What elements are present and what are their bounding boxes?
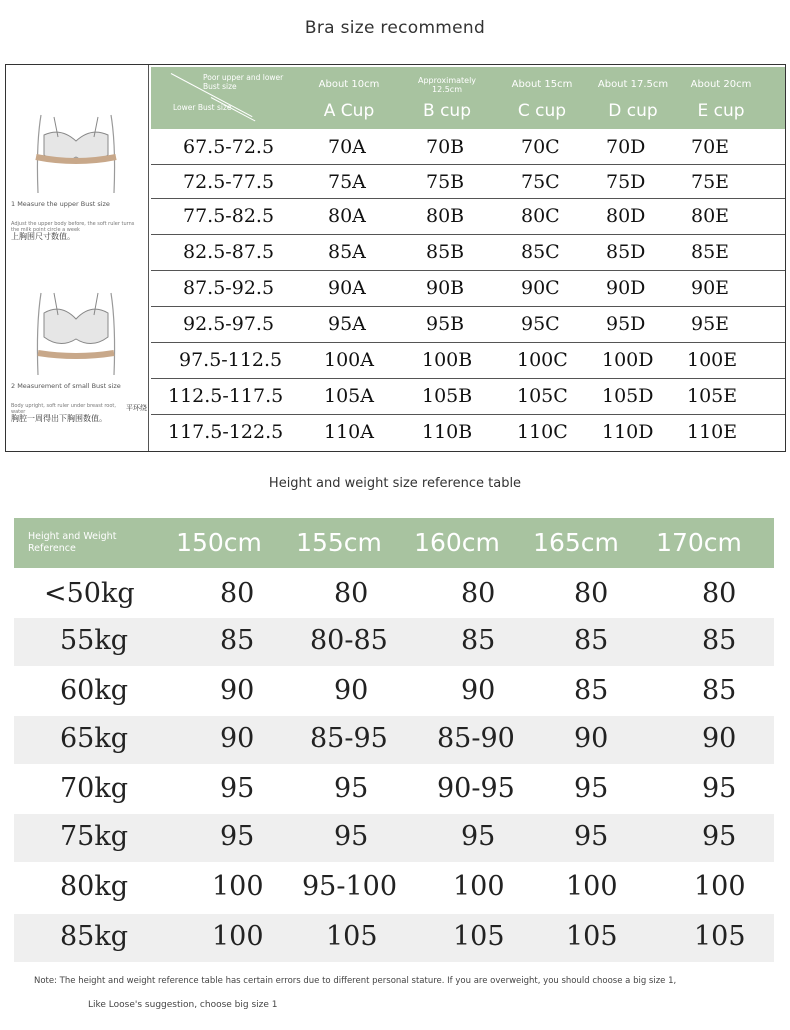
size-cell: 90D [606,277,646,299]
band-size-cell: 95 [220,773,255,804]
band-size-cell: 105 [566,921,618,952]
band-size-cell: 105 [326,921,378,952]
table-row [14,668,774,716]
table-row [14,716,774,764]
band-size-cell: 95 [334,821,369,852]
bra-size-table [5,64,786,452]
size-cell: 110D [602,421,654,443]
bust-range-cell: 82.5-87.5 [183,241,275,263]
weight-cell: <50kg [44,578,135,609]
size-cell: 85E [691,241,730,263]
size-cell: 105D [602,385,654,407]
band-size-cell: 90 [461,675,496,706]
step2-detail: Body upright, soft ruler under breast root, water [11,403,116,415]
size-cell: 85B [426,241,465,263]
cup-label: E cup [697,101,745,121]
size-cell: 85C [521,241,560,263]
bust-range-cell: 92.5-97.5 [183,313,275,335]
cup-sub-label: About 17.5cm [597,79,669,90]
band-size-cell: 95 [334,773,369,804]
size-cell: 105E [687,385,738,407]
band-size-cell: 100 [566,871,618,902]
band-size-cell: 80 [220,578,255,609]
table-row [14,814,774,862]
bust-range-cell: 72.5-77.5 [183,171,275,193]
size-cell: 80E [691,205,730,227]
size-cell: 90B [426,277,465,299]
band-size-cell: 85 [574,675,609,706]
page-title: Bra size recommend [304,18,486,38]
band-size-cell: 100 [694,871,746,902]
bust-range-cell: 87.5-92.5 [183,277,275,299]
band-size-cell: 80-85 [310,625,388,656]
size-cell: 80B [426,205,465,227]
step1-label: 1 Measure the upper Bust size [11,200,110,208]
band-size-cell: 100 [212,921,264,952]
footnote-suggestion: Like Loose's suggestion, choose big size 1 [88,1000,278,1010]
band-size-cell: 105 [453,921,505,952]
band-size-cell: 85 [702,675,737,706]
band-size-cell: 105 [694,921,746,952]
size-cell: 110E [687,421,738,443]
table-row [151,130,785,165]
band-size-cell: 85 [702,625,737,656]
height-col-165: 165cm [533,528,619,557]
bust-range-cell: 97.5-112.5 [179,349,283,371]
bust-range-cell: 67.5-72.5 [183,136,275,158]
table-row [14,914,774,962]
size-cell: 100B [422,349,473,371]
step2-cn: 胸腔一周得出下胸围数值。 [11,414,107,423]
table-row [151,343,785,379]
band-size-cell: 80 [574,578,609,609]
weight-cell: 85kg [60,921,129,952]
band-size-cell: 80 [334,578,369,609]
size-cell: 110A [324,421,374,443]
table-row [151,379,785,415]
step2-tag: 平环绕 [126,404,147,412]
size-cell: 90A [328,277,366,299]
band-size-cell: 95 [461,821,496,852]
size-cell: 105B [422,385,473,407]
size-cell: 95E [691,313,730,335]
table-row [151,165,785,199]
weight-cell: 60kg [60,675,129,706]
band-size-cell: 100 [453,871,505,902]
size-cell: 95C [521,313,560,335]
size-cell: 70A [328,136,366,158]
size-cell: 100E [687,349,738,371]
lower-bust-figure-image [26,285,126,377]
table-row [14,766,774,814]
size-cell: 110C [517,421,568,443]
size-cell: 100A [324,349,374,371]
cup-label: A Cup [323,101,375,121]
band-size-cell: 90 [702,723,737,754]
table-row [151,199,785,235]
height-col-150: 150cm [176,528,262,557]
table-row [151,235,785,271]
cup-sub-label: About 20cm [690,79,752,90]
cup-sub-label: Approximately 12.5cm [417,76,477,94]
size-cell: 75E [691,171,730,193]
size-cell: 95D [606,313,646,335]
band-size-cell: 95-100 [302,871,398,902]
step2-label: 2 Measurement of small Bust size [11,382,121,390]
band-size-cell: 95 [574,773,609,804]
hw-corner-label: Height and Weight Reference [28,531,117,554]
table-row [151,271,785,307]
size-cell: 100C [517,349,568,371]
weight-cell: 80kg [60,871,129,902]
bra-table-header [151,67,785,129]
size-cell: 70C [521,136,560,158]
table-row [14,618,774,666]
size-cell: 85D [606,241,646,263]
size-cell: 105C [517,385,568,407]
bust-range-cell: 112.5-117.5 [168,385,284,407]
size-cell: 70B [426,136,465,158]
size-cell: 100D [602,349,654,371]
cup-label: B cup [423,101,471,121]
size-cell: 105A [324,385,374,407]
table-row [151,307,785,343]
size-cell: 95A [328,313,366,335]
hw-table-header [14,518,774,568]
size-cell: 95B [426,313,465,335]
table-row [14,571,774,619]
table-row [151,415,785,451]
height-col-160: 160cm [414,528,500,557]
size-cell: 80A [328,205,366,227]
band-size-cell: 95 [702,821,737,852]
size-cell: 90E [691,277,730,299]
size-cell: 75A [328,171,366,193]
weight-cell: 55kg [60,625,129,656]
band-size-cell: 95 [574,821,609,852]
band-size-cell: 90 [334,675,369,706]
measurement-guide [6,65,149,451]
size-cell: 70E [691,136,730,158]
band-size-cell: 95 [702,773,737,804]
weight-cell: 70kg [60,773,129,804]
size-cell: 80C [521,205,560,227]
bust-range-cell: 117.5-122.5 [168,421,284,443]
band-size-cell: 80 [702,578,737,609]
size-cell: 75B [426,171,465,193]
step1-detail: Adjust the upper body before, the soft ruler turns the milk point circle a week [11,221,135,233]
header-bottom-left-label: Lower Bust size [173,103,232,112]
footnote: Note: The height and weight reference table has certain errors due to different personal stature. If you are overweight, you should choose a big size 1, [34,976,677,986]
height-col-170: 170cm [656,528,742,557]
bust-range-cell: 77.5-82.5 [183,205,275,227]
band-size-cell: 95 [220,821,255,852]
size-cell: 70D [606,136,646,158]
upper-bust-figure-image [26,105,126,195]
band-size-cell: 90 [220,723,255,754]
weight-cell: 75kg [60,821,129,852]
band-size-cell: 85 [574,625,609,656]
band-size-cell: 100 [212,871,264,902]
cup-sub-label: About 10cm [318,79,380,90]
header-top-left-label: Poor upper and lower Bust size [203,73,284,91]
band-size-cell: 90-95 [437,773,515,804]
band-size-cell: 85 [220,625,255,656]
size-cell: 85A [328,241,366,263]
size-cell: 75C [521,171,560,193]
table-row [14,864,774,912]
band-size-cell: 85-90 [437,723,515,754]
step1-cn: 上胸围尺寸数值。 [11,232,75,241]
size-cell: 110B [422,421,473,443]
height-col-155: 155cm [296,528,382,557]
band-size-cell: 85 [461,625,496,656]
band-size-cell: 85-95 [310,723,388,754]
cup-label: C cup [517,101,567,121]
cup-label: D cup [608,101,658,121]
band-size-cell: 80 [461,578,496,609]
cup-sub-label: About 15cm [511,79,573,90]
size-cell: 75D [606,171,646,193]
hw-table-title: Height and weight size reference table [268,476,522,491]
size-cell: 80D [606,205,646,227]
band-size-cell: 90 [574,723,609,754]
weight-cell: 65kg [60,723,129,754]
band-size-cell: 90 [220,675,255,706]
size-cell: 90C [521,277,560,299]
